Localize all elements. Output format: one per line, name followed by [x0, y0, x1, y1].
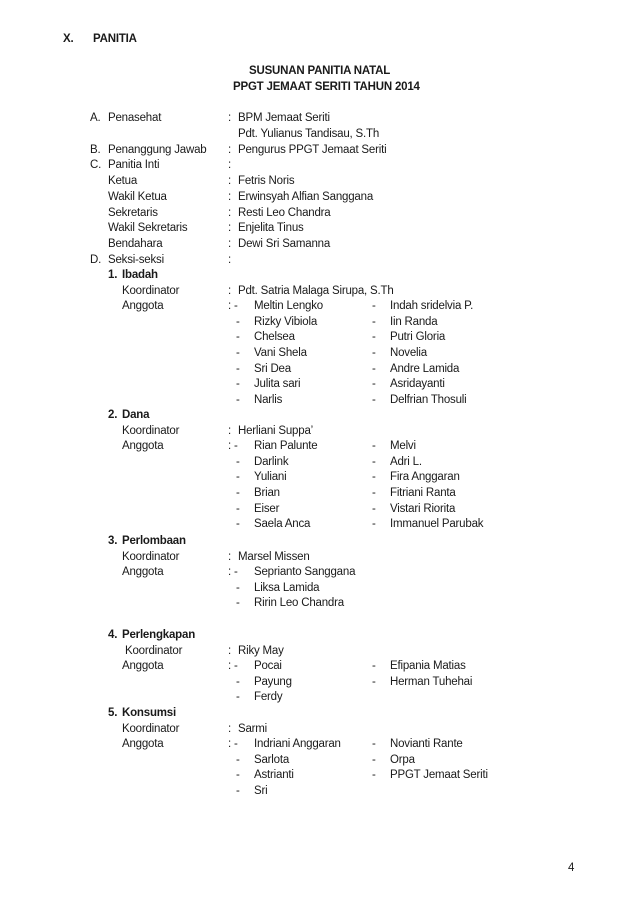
colon: :	[228, 254, 231, 266]
dash: -	[236, 581, 240, 594]
coordinator-label: Koordinator	[122, 722, 180, 735]
member-name: Ririn Leo Chandra	[254, 597, 344, 610]
item-label: Penanggung Jawab	[108, 144, 207, 156]
dash: -	[236, 502, 240, 515]
coordinator-name: Marsel Missen	[238, 550, 310, 563]
member-name: Fira Anggaran	[390, 471, 460, 484]
member-name: Liksa Lamida	[254, 581, 320, 594]
member-name: Darlink	[254, 455, 289, 468]
member-name: Vani Shela	[254, 347, 307, 359]
dash: -	[372, 471, 376, 484]
colon: :	[228, 238, 231, 250]
dash: -	[372, 487, 376, 499]
colon: :	[228, 112, 231, 124]
subsection-title: Perlombaan	[122, 535, 186, 547]
member-name: Astrianti	[254, 769, 294, 782]
coordinator-name: Riky May	[238, 644, 284, 657]
coordinator-name: Sarmi	[238, 722, 268, 735]
colon: :	[228, 222, 231, 234]
member-label: Anggota	[122, 566, 164, 579]
dash: -	[372, 362, 376, 375]
member-name: PPGT Jemaat Seriti	[390, 769, 488, 782]
item-label: Panitia Inti	[108, 159, 160, 171]
colon: :	[228, 644, 231, 657]
dash: -	[372, 753, 376, 766]
colon-dash: : -	[228, 660, 238, 673]
dash: -	[372, 300, 376, 313]
member-label: Anggota	[122, 738, 164, 751]
dash: -	[236, 347, 240, 359]
dash: -	[372, 738, 376, 751]
member-name: Saela Anca	[254, 518, 311, 531]
colon: :	[228, 144, 231, 156]
colon-dash: : -	[228, 300, 238, 313]
dash: -	[372, 393, 376, 406]
subsection-title: Ibadah	[122, 269, 158, 281]
item-value: Pdt. Yulianus Tandisau, S.Th	[238, 128, 380, 140]
member-name: Sri	[254, 785, 268, 797]
dash: -	[236, 315, 240, 328]
member-name: Melvi	[390, 440, 416, 453]
member-name: Eiser	[254, 502, 280, 515]
item-value: Pengurus PPGT Jemaat Seriti	[238, 144, 387, 156]
subsection-title: Dana	[122, 409, 150, 421]
dash: -	[236, 691, 240, 704]
item-label: Seksi-seksi	[108, 254, 164, 266]
member-name: Adri L.	[390, 455, 422, 468]
colon: :	[228, 175, 231, 187]
dash: -	[236, 753, 240, 766]
dash: -	[372, 675, 376, 688]
dash: -	[372, 440, 376, 453]
colon: :	[228, 159, 231, 171]
colon-dash: : -	[228, 738, 238, 751]
member-label: Anggota	[122, 300, 164, 313]
member-name: Meltin Lengko	[254, 300, 323, 313]
dash: -	[236, 471, 240, 484]
colon-dash: : -	[228, 440, 238, 453]
page-number: 4	[568, 862, 575, 874]
member-label: Anggota	[122, 660, 164, 673]
dash: -	[236, 393, 240, 406]
committee-role: Ketua	[108, 175, 138, 187]
member-name: Efipania Matias	[390, 660, 466, 673]
item-letter: A.	[90, 112, 101, 124]
member-name: Chelsea	[254, 331, 295, 344]
dash: -	[236, 769, 240, 782]
coordinator-label: Koordinator	[122, 424, 180, 437]
committee-role: Wakil Ketua	[108, 191, 167, 203]
dash: -	[236, 675, 240, 688]
item-letter: D.	[90, 254, 102, 266]
member-name: Orpa	[390, 753, 415, 766]
member-name: Ferdy	[254, 691, 283, 704]
subsection-title: Perlengkapan	[122, 629, 196, 641]
colon: :	[228, 207, 231, 219]
member-name: Seprianto Sanggana	[254, 566, 356, 579]
member-name: Sri Dea	[254, 362, 291, 375]
subsection-number: 3.	[108, 535, 118, 547]
subsection-title: Konsumsi	[122, 707, 176, 719]
section-title: PANITIA	[93, 33, 137, 45]
dash: -	[236, 331, 240, 344]
colon: :	[228, 284, 231, 297]
member-name: Indah sridelvia P.	[390, 300, 474, 313]
dash: -	[236, 518, 240, 531]
dash: -	[372, 315, 376, 328]
committee-name: Fetris Noris	[238, 175, 295, 187]
subsection-number: 2.	[108, 409, 118, 421]
member-name: Iin Randa	[390, 315, 438, 328]
item-value: BPM Jemaat Seriti	[238, 112, 330, 124]
dash: -	[236, 597, 240, 610]
member-name: Asridayanti	[390, 378, 445, 391]
colon: :	[228, 550, 231, 563]
item-label: Penasehat	[108, 112, 162, 124]
member-name: Brian	[254, 487, 280, 499]
dash: -	[236, 487, 240, 499]
colon: :	[228, 722, 231, 735]
member-name: Vistari Riorita	[390, 502, 456, 515]
subsection-number: 5.	[108, 707, 118, 719]
coordinator-name: Herliani Suppa’	[238, 424, 313, 437]
dash: -	[236, 785, 240, 797]
dash: -	[372, 455, 376, 468]
member-name: Narlis	[254, 393, 283, 406]
member-label: Anggota	[122, 440, 164, 453]
member-name: Rizky Vibiola	[254, 315, 318, 328]
member-name: Payung	[254, 675, 292, 688]
member-name: Sarlota	[254, 753, 290, 766]
committee-role: Bendahara	[108, 238, 163, 250]
colon-dash: : -	[228, 566, 238, 579]
dash: -	[236, 362, 240, 375]
subsection-number: 4.	[108, 629, 118, 641]
dash: -	[236, 455, 240, 468]
member-name: Rian Palunte	[254, 440, 318, 453]
dash: -	[372, 769, 376, 782]
coordinator-label: Koordinator	[122, 284, 180, 297]
member-name: Novelia	[390, 347, 427, 359]
committee-role: Sekretaris	[108, 207, 158, 219]
member-name: Pocai	[254, 660, 282, 673]
member-name: Julita sari	[254, 378, 301, 391]
coordinator-name: Pdt. Satria Malaga Sirupa, S.Th	[238, 284, 394, 297]
member-name: Herman Tuhehai	[390, 675, 473, 688]
coordinator-label: Koordinator	[122, 550, 180, 563]
member-name: Delfrian Thosuli	[390, 393, 467, 406]
heading-line2: PPGT JEMAAT SERITI TAHUN 2014	[233, 81, 420, 93]
dash: -	[372, 502, 376, 515]
member-name: Novianti Rante	[390, 738, 463, 751]
member-name: Immanuel Parubak	[390, 518, 484, 531]
committee-name: Dewi Sri Samanna	[238, 238, 331, 250]
subsection-number: 1.	[108, 269, 118, 281]
member-name: Putri Gloria	[390, 331, 446, 344]
committee-name: Erwinsyah Alfian Sanggana	[238, 191, 374, 203]
member-name: Yuliani	[254, 471, 287, 484]
member-name: Indriani Anggaran	[254, 738, 341, 751]
dash: -	[372, 660, 376, 673]
dash: -	[372, 518, 376, 531]
dash: -	[372, 378, 376, 391]
dash: -	[372, 347, 376, 359]
item-letter: C.	[90, 159, 102, 171]
dash: -	[372, 331, 376, 344]
committee-role: Wakil Sekretaris	[108, 222, 188, 234]
colon: :	[228, 424, 231, 437]
dash: -	[236, 378, 240, 391]
section-number: X.	[63, 33, 74, 45]
member-name: Andre Lamida	[390, 362, 460, 375]
colon: :	[228, 191, 231, 203]
committee-name: Enjelita Tinus	[238, 222, 304, 234]
committee-name: Resti Leo Chandra	[238, 207, 331, 219]
member-name: Fitriani Ranta	[390, 487, 456, 499]
heading-line1: SUSUNAN PANITIA NATAL	[249, 65, 391, 77]
coordinator-label: Koordinator	[125, 644, 183, 657]
item-letter: B.	[90, 144, 101, 156]
